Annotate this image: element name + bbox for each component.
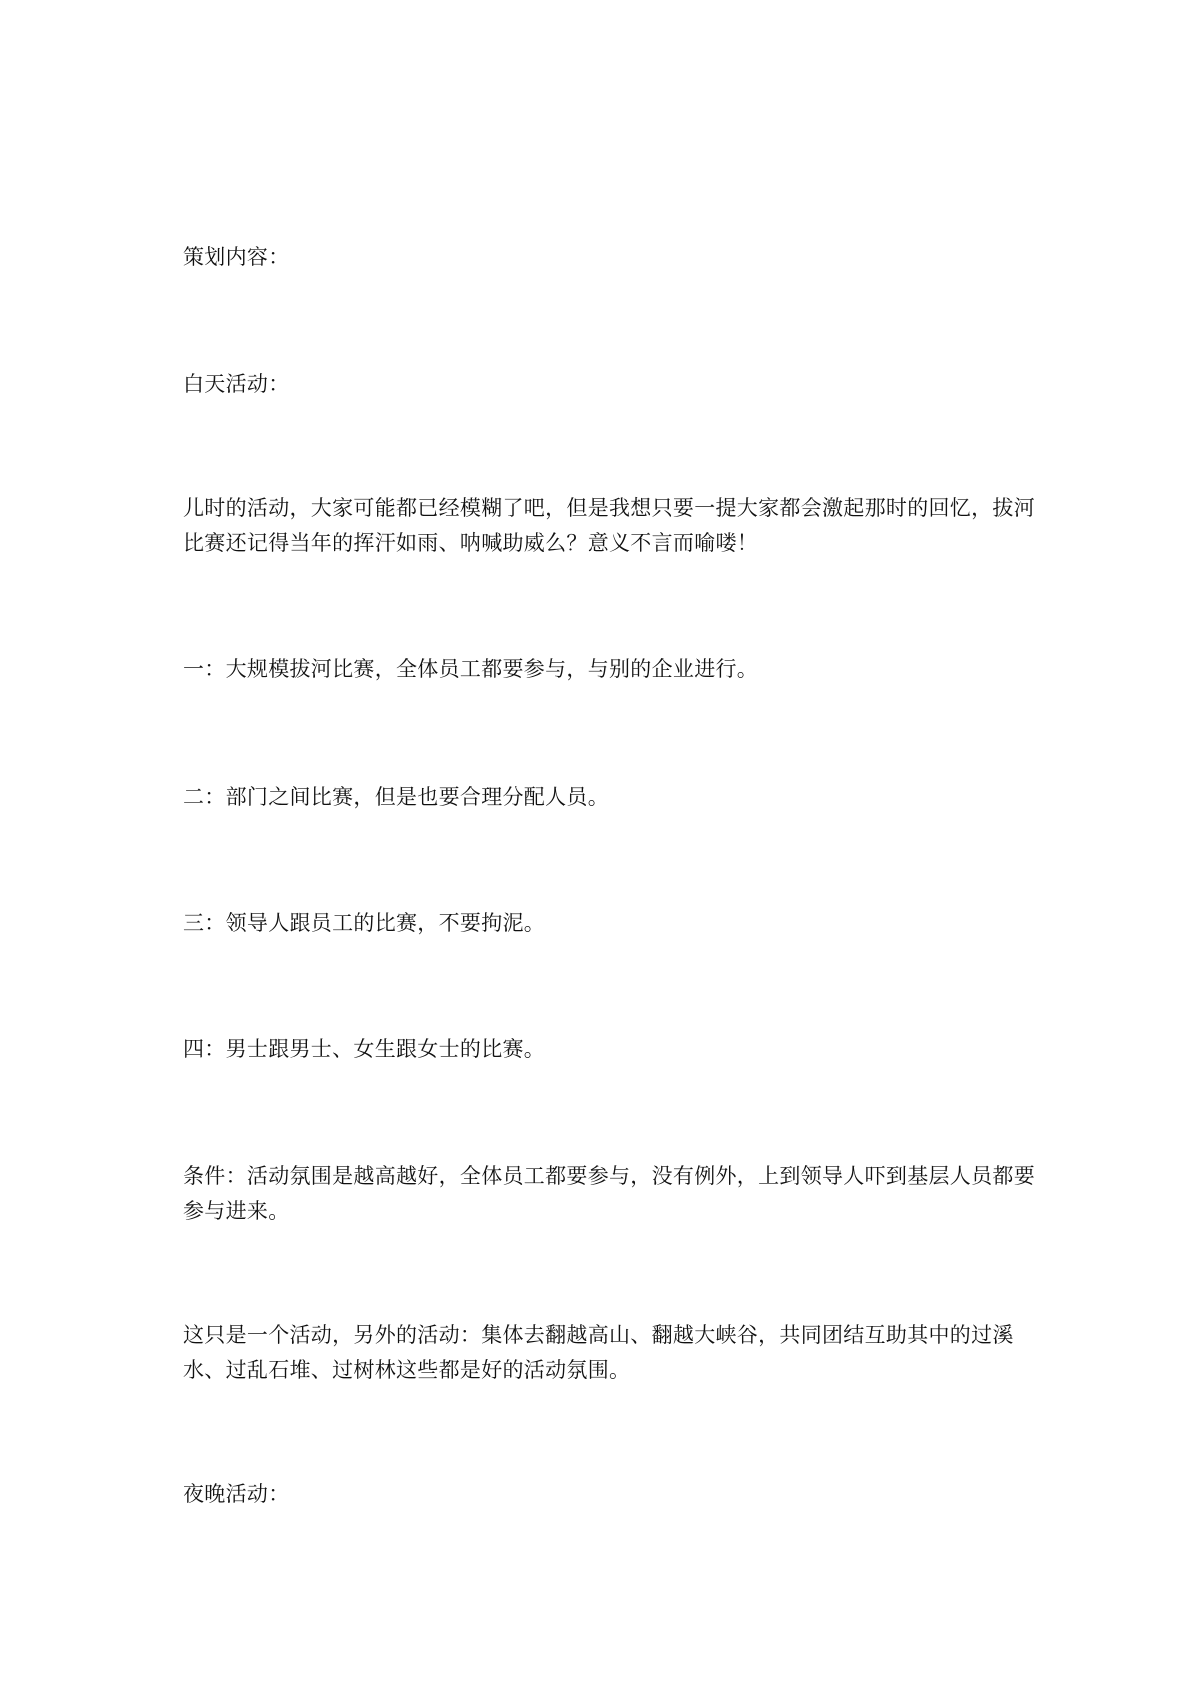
other-activities-paragraph: 这只是一个活动，另外的活动：集体去翻越高山、翻越大峡谷，共同团结互助其中的过溪水、过乱石堆、过树林这些都是好的活动氛围。 — [183, 1323, 1014, 1382]
list-item-four: 四：男士跟男士、女生跟女士的比赛。 — [183, 1037, 546, 1061]
conditions-paragraph: 条件：活动氛围是越高越好，全体员工都要参与，没有例外，上到领导人吓到基层人员都要参与进来。 — [183, 1164, 1035, 1223]
section-heading-daytime-activities: 白天活动： — [183, 372, 290, 396]
section-heading-plan-content: 策划内容： — [183, 245, 290, 269]
list-item-two: 二：部门之间比赛，但是也要合理分配人员。 — [183, 785, 609, 809]
section-heading-evening-activities: 夜晚活动： — [183, 1482, 290, 1506]
list-item-one: 一：大规模拔河比赛，全体员工都要参与，与别的企业进行。 — [183, 657, 759, 681]
list-item-three: 三：领导人跟员工的比赛，不要拘泥。 — [183, 911, 546, 935]
intro-paragraph: 儿时的活动，大家可能都已经模糊了吧，但是我想只要一提大家都会激起那时的回忆，拔河比赛还记得当年的挥汗如雨、呐喊助威么？意义不言而喻喽！ — [183, 496, 1035, 555]
